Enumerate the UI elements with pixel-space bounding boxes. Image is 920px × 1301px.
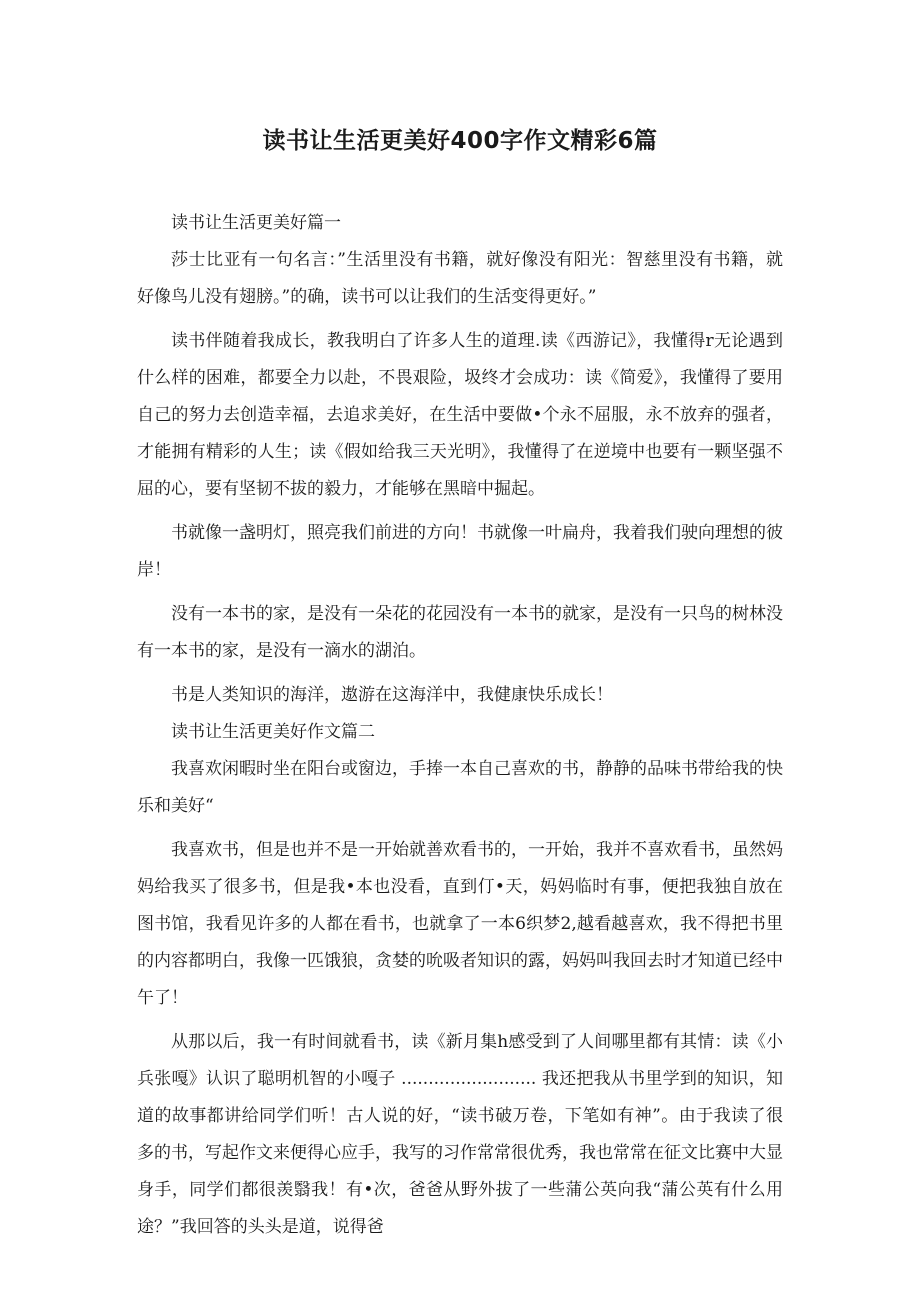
section-heading-1: 读书让生活更美好篇一 — [171, 213, 341, 233]
document-body — [137, 205, 783, 1253]
paragraph: 读书伴随着我成长，教我明白了许多人生的道理.读《西游记》，我懂得r无论遇到什么样的困难，都要全力以赴，不畏艰险，圾终才会成功：读《简爱》，我懂得了要用自己的努力去创造幸福，去追求美好，在生活中要做•个永不屈服，永不放弃的强者，才能拥有精彩的人生；读《假如给我三天光明》，我懂得了在逆境中也要有一颗坚强不屈的心，要有坚韧不拔的毅力，才能够在黑暗中掘起。 — [137, 331, 783, 499]
paragraph: 书就像一盏明灯，照亮我们前进的方向！书就像一叶扁舟，我着我们驶向理想的彼岸！ — [137, 523, 783, 580]
paragraph: 莎士比亚有一句名言：”生活里没有书籍，就好像没有阳光：智慈里没有书籍，就好像鸟儿没有翅膀。”的确，读书可以让我们的生活变得更好。” — [137, 250, 783, 307]
paragraph: 从那以后，我一有时间就看书，读《新月集h感受到了人间哪里都有其情：读《小兵张嘎》认识了聪明机智的小嘎子 ......................... 我还把我从书里学到的知识，知道的故事都讲给同学们听！古人说的好，“读书破万卷，下笔如有神”。由于我读了很多的书，写起作文来便得心应手，我写的习作常常很优秀，我也常常在征文比赛中大显身手，同学们都很羡翳我！有•次，爸爸从野外拔了一些蒲公英向我“蒲公英有什么用途？”我回答的头头是道，说得爸 — [137, 1032, 783, 1237]
paragraph: 书是人类知识的海洋，遨游在这海洋中，我健康快乐成长！ — [171, 685, 613, 705]
paragraph: 我喜欢书，但是也并不是一开始就善欢看书的，一开始，我并不喜欢看书，虽然妈妈给我买了很多书，但是我•本也没看，直到仃•天，妈妈临时有事，便把我独自放在图书馆，我看见许多的人都在看书，也就拿了一本6织梦2,越看越喜欢，我不得把书里的内容都明白，我像一匹饿狼，贪婪的吮吸者知识的露，妈妈叫我回去时才知道已经中午了！ — [137, 840, 783, 1008]
section-heading-2: 读书让生活更美好作文篇二 — [171, 722, 375, 742]
paragraph: 我喜欢闲暇时坐在阳台或窗边，手捧一本自己喜欢的书，静静的品味书带给我的快乐和美好“ — [137, 759, 783, 816]
document-title: 读书让生活更美好400字作文精彩6篇 — [262, 128, 658, 154]
paragraph: 没有一本书的家，是没有一朵花的花园没有一本书的就家，是没有一只鸟的树林没有一本书的家，是没有一滴水的湖泊。 — [137, 604, 783, 661]
